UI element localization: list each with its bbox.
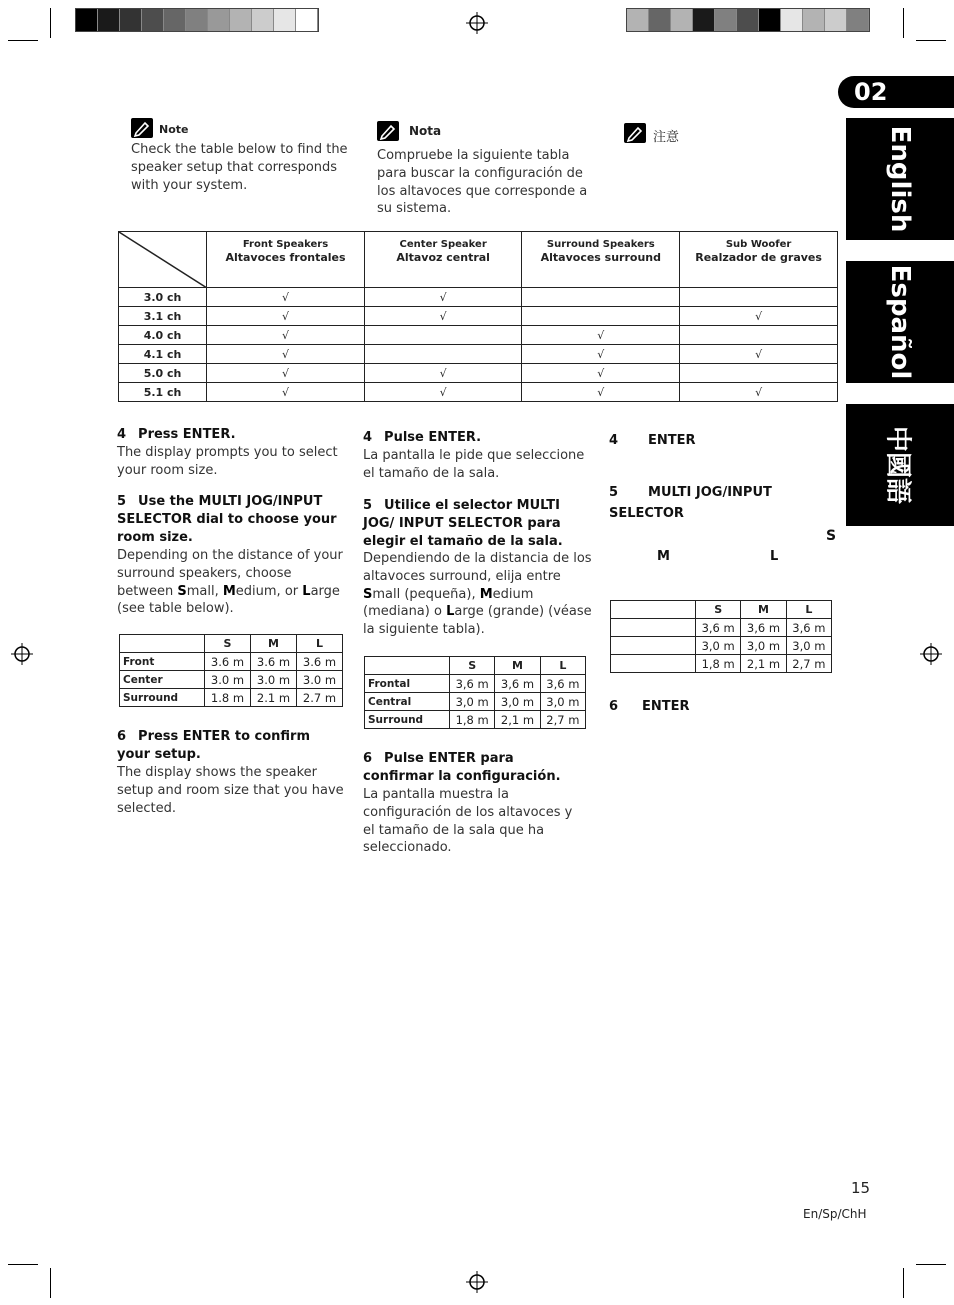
check-cell: √: [522, 345, 680, 364]
row-label: Center: [120, 671, 205, 689]
step-4-text: The display prompts you to select your room size.: [117, 445, 338, 478]
distance-cell: 2,7 m: [540, 711, 585, 729]
distance-cell: 2.1 m: [251, 689, 297, 707]
table-row: [365, 693, 586, 711]
table-header-row: [365, 657, 586, 675]
crop-mark: [8, 40, 38, 41]
tab-espanol-label: Español: [885, 264, 915, 380]
color-swatch: [186, 9, 208, 31]
row-label: [611, 619, 696, 637]
note-text: Compruebe la siguiente tabla para buscar la configuración de los altavoces que corresponde a su sistema.: [377, 148, 588, 217]
column-header-en: Surround Speakers: [546, 239, 655, 250]
distance-cell: 2.7 m: [297, 689, 343, 707]
distance-cell: 3,6 m: [786, 619, 831, 637]
row-label: Surround: [120, 689, 205, 707]
row-label: Surround: [365, 711, 450, 729]
size-header: S: [696, 601, 741, 619]
step-6-heading: 6 Press ENTER to confirm your setup.: [117, 729, 311, 762]
color-swatch: [825, 9, 847, 31]
size-header: S: [205, 635, 251, 653]
distance-cell: 3,6 m: [495, 675, 540, 693]
color-calibration-bar-right: [626, 8, 870, 32]
step-5-text: [117, 547, 345, 618]
size-header: M: [251, 635, 297, 653]
check-cell: √: [522, 326, 680, 345]
check-cell: √: [207, 307, 365, 326]
color-swatch: [803, 9, 825, 31]
table-row: [120, 653, 343, 671]
check-cell: √: [364, 383, 522, 402]
distance-cell: 2,7 m: [786, 655, 831, 673]
color-swatch: [715, 9, 737, 31]
text-run: Dependiendo de la distancia de los altavoces surround, elija entre: [363, 551, 592, 584]
check-cell: √: [522, 364, 680, 383]
distance-cell: 1.8 m: [205, 689, 251, 707]
check-cell: √: [207, 345, 365, 364]
color-swatch: [693, 9, 715, 31]
step-6-text: La pantalla muestra la configuración de los altavoces y el tamaño de la sala que ha seleccionado.: [363, 787, 573, 856]
distance-cell: 3,0 m: [696, 637, 741, 655]
color-swatch: [847, 9, 869, 31]
column-header: [207, 232, 365, 288]
table-header-row: [120, 635, 343, 653]
color-swatch: [76, 9, 98, 31]
table-row: [119, 307, 838, 326]
table-row: [119, 383, 838, 402]
crop-mark: [50, 1268, 51, 1298]
bold-initial: S: [363, 586, 373, 602]
check-cell: √: [207, 288, 365, 307]
size-header: M: [495, 657, 540, 675]
table-row: [120, 671, 343, 689]
color-swatch: [671, 9, 693, 31]
distance-cell: 3.0 m: [251, 671, 297, 689]
distance-cell: 3,6 m: [741, 619, 786, 637]
size-medium-letter: M: [657, 549, 670, 564]
check-cell: √: [364, 288, 522, 307]
row-label: Frontal: [365, 675, 450, 693]
size-header: L: [540, 657, 585, 675]
column-header-en: Center Speaker: [399, 239, 487, 250]
row-label: 5.0 ch: [119, 364, 207, 383]
color-swatch: [649, 9, 671, 31]
distance-cell: 3,6 m: [540, 675, 585, 693]
registration-mark-icon: [466, 12, 488, 34]
table-header-row: [611, 601, 832, 619]
page-number: 15: [851, 1179, 871, 1197]
step-5-heading: 5 Utilice el selector MULTI JOG/ INPUT SELECTOR para elegir el tamaño de la sala.: [363, 498, 563, 549]
distance-cell: 3,0 m: [786, 637, 831, 655]
blank-header-cell: [120, 635, 205, 653]
size-header: S: [450, 657, 495, 675]
column-header-es: Realzador de graves: [695, 251, 822, 264]
size-small-letter: S: [826, 528, 837, 544]
color-swatch: [164, 9, 186, 31]
check-cell: [364, 345, 522, 364]
row-label: 4.0 ch: [119, 326, 207, 345]
row-label: 3.1 ch: [119, 307, 207, 326]
check-cell: [522, 288, 680, 307]
distance-cell: 3.6 m: [251, 653, 297, 671]
distance-cell: 3.6 m: [205, 653, 251, 671]
size-header: M: [741, 601, 786, 619]
color-swatch: [142, 9, 164, 31]
table-row: [365, 675, 586, 693]
column-header: [680, 232, 838, 288]
step-4-heading: 4 Press ENTER.: [117, 427, 236, 442]
bold-initial: L: [446, 604, 455, 620]
room-size-table-zh: [610, 600, 832, 673]
tab-chinese-label: 中國語: [882, 425, 913, 505]
color-swatch: [98, 9, 120, 31]
distance-cell: 3,0 m: [741, 637, 786, 655]
table-row: [611, 637, 832, 655]
blank-header-cell: [611, 601, 696, 619]
color-swatch: [781, 9, 803, 31]
color-swatch: [737, 9, 759, 31]
table-row: [365, 711, 586, 729]
tab-english-label: English: [885, 125, 915, 233]
step-4-text: La pantalla le pide que seleccione el tamaño de la sala.: [363, 448, 585, 481]
color-swatch: [627, 9, 649, 31]
table-row: [611, 655, 832, 673]
color-swatch: [252, 9, 274, 31]
blank-header-cell: [365, 657, 450, 675]
note-pencil-icon: [131, 118, 153, 138]
table-row: [119, 326, 838, 345]
color-swatch: [120, 9, 142, 31]
table-row: [119, 345, 838, 364]
column-header: [364, 232, 522, 288]
note-pencil-icon: [377, 121, 399, 141]
tab-chinese: [846, 404, 954, 526]
distance-cell: 3,6 m: [696, 619, 741, 637]
registration-mark-icon: [11, 643, 33, 665]
row-label: 5.1 ch: [119, 383, 207, 402]
distance-cell: 1,8 m: [696, 655, 741, 673]
row-label: 4.1 ch: [119, 345, 207, 364]
row-label: [611, 637, 696, 655]
column-header-es: Altavoz central: [396, 251, 490, 264]
size-large-letter: L: [770, 549, 779, 564]
step-5-heading: 5 MULTI JOG/INPUT: [609, 485, 772, 500]
tab-english: [846, 118, 954, 240]
note-label: Nota: [409, 124, 442, 138]
distance-cell: 3,0 m: [495, 693, 540, 711]
text-run: mall,: [186, 583, 223, 599]
check-cell: [522, 307, 680, 326]
note-label: 注意: [653, 130, 680, 145]
bold-initial: L: [302, 583, 311, 599]
step-6-heading: 6 Pulse ENTER para confirmar la configuración.: [363, 751, 561, 784]
check-cell: [680, 364, 838, 383]
check-cell: √: [680, 345, 838, 364]
check-cell: √: [680, 383, 838, 402]
check-cell: √: [364, 307, 522, 326]
distance-cell: 2,1 m: [495, 711, 540, 729]
check-cell: [680, 326, 838, 345]
column-header-es: Altavoces frontales: [225, 251, 346, 264]
crop-mark: [50, 8, 51, 38]
note-label: Note: [159, 123, 189, 136]
diagonal-corner-cell: [119, 232, 207, 288]
crop-mark: [903, 8, 904, 38]
step-5-text: [363, 550, 593, 639]
column-header: [522, 232, 680, 288]
check-cell: √: [680, 307, 838, 326]
check-cell: √: [207, 364, 365, 383]
step-4-heading: 4 ENTER: [609, 433, 696, 448]
text-run: arge (grande) (véase la siguiente tabla).: [363, 604, 592, 638]
text-run: edium (mediana) o: [363, 586, 534, 620]
crop-mark: [903, 1268, 904, 1298]
distance-cell: 3,0 m: [450, 693, 495, 711]
step-4-heading: 4 Pulse ENTER.: [363, 430, 482, 445]
note-pencil-icon: [624, 123, 646, 143]
crop-mark: [8, 1264, 38, 1265]
check-cell: √: [207, 326, 365, 345]
crop-mark: [916, 1264, 946, 1265]
table-header-row: [119, 232, 838, 288]
room-size-table-es: [364, 656, 586, 729]
row-label: 3.0 ch: [119, 288, 207, 307]
check-cell: √: [522, 383, 680, 402]
size-header: L: [786, 601, 831, 619]
crop-mark: [916, 40, 946, 41]
text-run: arge (see table below).: [117, 583, 340, 617]
registration-mark-icon: [920, 643, 942, 665]
table-row: [119, 364, 838, 383]
text-run: Depending on the distance of your surround speakers, choose between: [117, 548, 343, 599]
step-6-text: The display shows the speaker setup and room size that you have selected.: [117, 765, 344, 816]
distance-cell: 1,8 m: [450, 711, 495, 729]
row-label: Front: [120, 653, 205, 671]
bold-initial: M: [222, 583, 236, 599]
tab-espanol: [846, 261, 954, 383]
row-label: Central: [365, 693, 450, 711]
column-header-es: Altavoces surround: [540, 251, 661, 264]
check-cell: [680, 288, 838, 307]
table-row: [120, 689, 343, 707]
color-swatch: [296, 9, 318, 31]
distance-cell: 3.6 m: [297, 653, 343, 671]
size-header: L: [297, 635, 343, 653]
color-swatch: [759, 9, 781, 31]
check-cell: [364, 326, 522, 345]
table-row: [119, 288, 838, 307]
text-run: mall (pequeña),: [372, 586, 480, 602]
column-header-en: Front Speakers: [242, 239, 329, 250]
color-calibration-bar-left: [75, 8, 319, 32]
note-text: Check the table below to find the speaker setup that corresponds with your system.: [131, 142, 348, 193]
step-5-heading-cont: SELECTOR: [609, 506, 684, 521]
registration-mark-icon: [466, 1271, 488, 1293]
distance-cell: 3.0 m: [205, 671, 251, 689]
row-label: [611, 655, 696, 673]
bold-initial: M: [479, 586, 493, 602]
color-swatch: [208, 9, 230, 31]
distance-cell: 3.0 m: [297, 671, 343, 689]
bold-initial: S: [177, 583, 187, 599]
step-5-heading: 5 Use the MULTI JOG/INPUT SELECTOR dial to choose your room size.: [117, 494, 337, 545]
color-swatch: [274, 9, 296, 31]
room-size-table-en: [119, 634, 343, 707]
column-header-en: Sub Woofer: [725, 239, 792, 250]
page-code: En/Sp/ChH: [803, 1207, 867, 1221]
text-run: edium, or: [235, 583, 303, 599]
chapter-number: 02: [838, 76, 954, 108]
distance-cell: 2,1 m: [741, 655, 786, 673]
speaker-setup-table: [118, 231, 838, 402]
distance-cell: 3,6 m: [450, 675, 495, 693]
distance-cell: 3,0 m: [540, 693, 585, 711]
color-swatch: [230, 9, 252, 31]
step-6-heading: 6 ENTER: [609, 699, 690, 714]
check-cell: √: [364, 364, 522, 383]
check-cell: √: [207, 383, 365, 402]
table-row: [611, 619, 832, 637]
